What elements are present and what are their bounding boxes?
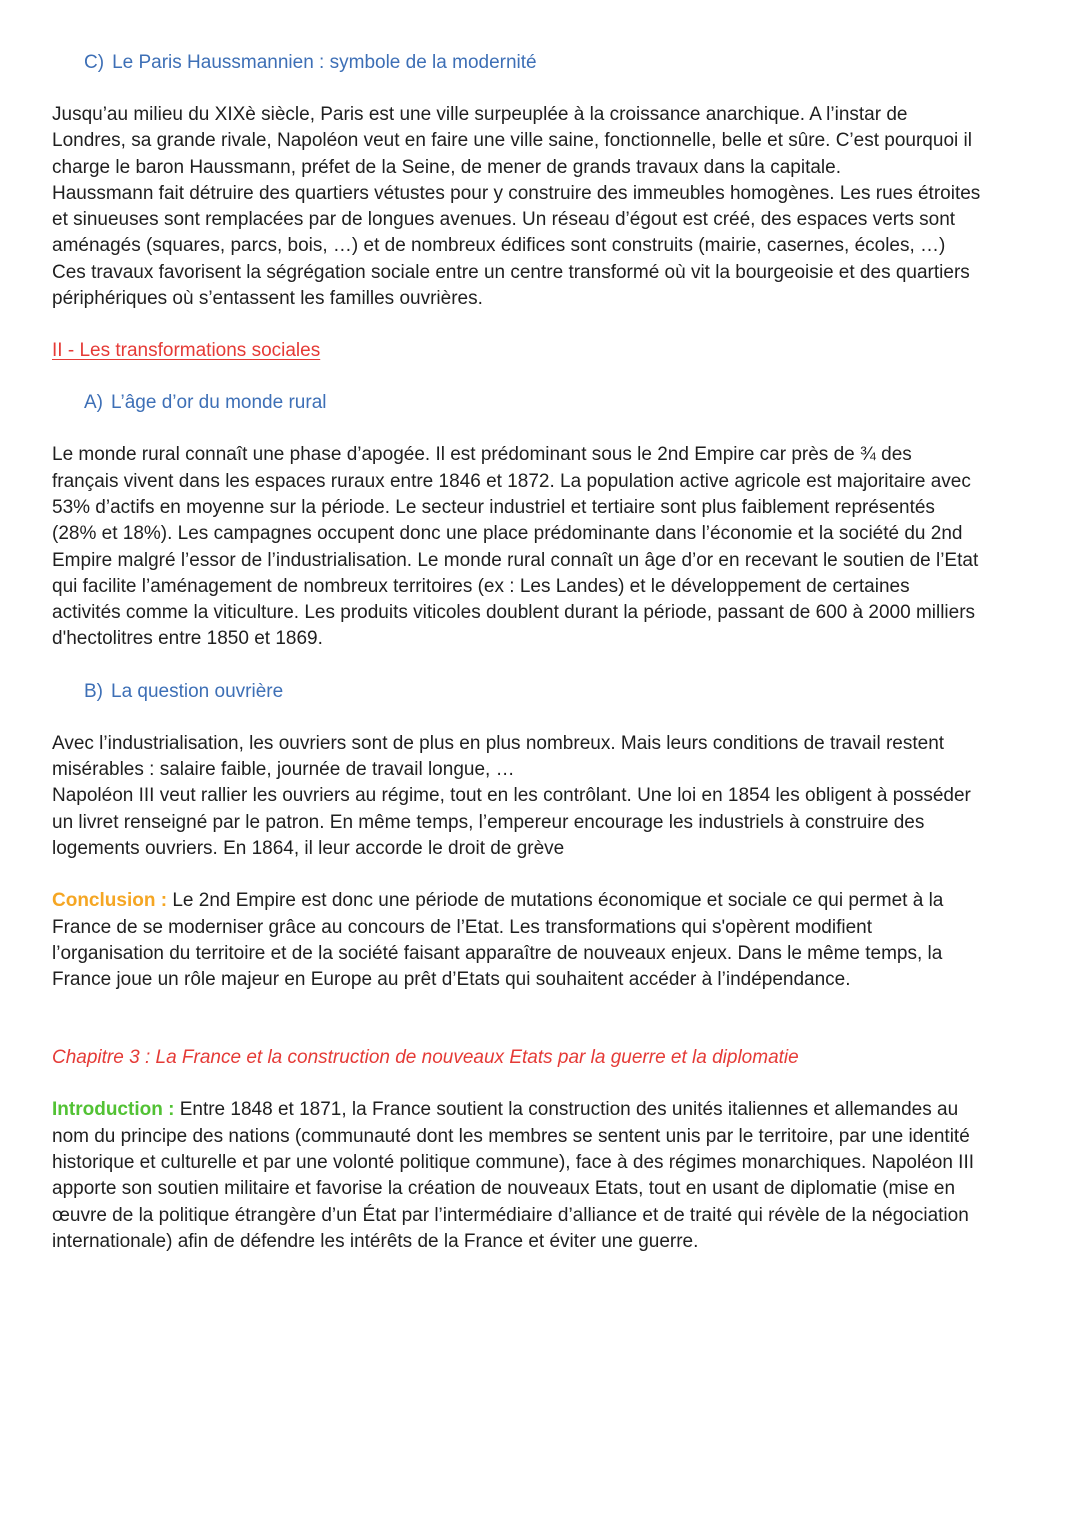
text-line: Haussmann fait détruire des quartiers vétustes pour y construire des immeubles homogènes. Les rues étroites: [52, 182, 981, 204]
text-line: logements ouvriers. En 1864, il leur accorde le droit de grève: [52, 837, 565, 859]
text-line: charge le baron Haussmann, préfet de la Seine, de mener de grands travaux dans la capitale.: [52, 156, 841, 178]
chapter-3-heading: Chapitre 3 : La France et la construction de nouveaux Etats par la guerre et la diplomatie: [52, 1047, 799, 1069]
paragraph-rural: [52, 442, 1028, 652]
text-line: internationale) afin de défendre les intérêts de la France et éviter une guerre.: [52, 1230, 699, 1252]
paragraph-ouvriere: [52, 731, 1028, 862]
text-line: historique et culturelle et par une volonté politique commune), face à des régimes monarchiques. Napoléon III: [52, 1152, 975, 1174]
text-line: [52, 888, 1028, 914]
text-line: d'hectolitres entre 1850 et 1869.: [52, 628, 323, 650]
paragraph-conclusion: [52, 888, 1028, 993]
section-c-marker: C): [84, 52, 105, 73]
text-line: France de se moderniser grâce au concours de l’Etat. Les transformations qui s'opèrent modifient: [52, 916, 872, 938]
section-a-heading: [52, 390, 1028, 416]
conclusion-first-line: Le 2nd Empire est donc une période de mutations économique et sociale ce qui permet à la: [167, 890, 944, 912]
text-line: œuvre de la politique étrangère d’un État par l’intermédiaire d’alliance et de traité qui révèle de la négociation: [52, 1204, 969, 1226]
text-line: français vivent dans les espaces ruraux entre 1846 et 1872. La population active agricole est majoritaire avec: [52, 470, 971, 492]
text-line: aménagés (squares, parcs, bois, …) et de nombreux édifices sont construits (mairie, casernes, écoles, …): [52, 235, 946, 257]
section-a-title: L’âge d’or du monde rural: [111, 392, 327, 414]
text-line: Napoléon III veut rallier les ouvriers au régime, tout en les contrôlant. Une loi en 1854 les obligent à posséder: [52, 785, 971, 807]
text-line: Avec l’industrialisation, les ouvriers sont de plus en plus nombreux. Mais leurs conditions de travail restent: [52, 732, 945, 754]
text-line: misérables : salaire faible, journée de travail longue, …: [52, 759, 515, 781]
text-line: [52, 1097, 1028, 1123]
text-line: activités comme la viticulture. Les produits viticoles doublent durant la période, passant de 600 à 2000 milliers: [52, 602, 976, 624]
conclusion-label: Conclusion :: [52, 890, 168, 912]
section-b-heading: [52, 679, 1028, 705]
text-line: nom du principe des nations (communauté dont les membres se sentent unis par le territoire, par une identité: [52, 1125, 970, 1147]
section-c-title: Le Paris Haussmannien : symbole de la modernité: [112, 52, 537, 73]
text-line: périphériques où s’entassent les familles ouvrières.: [52, 288, 483, 310]
text-line: Ces travaux favorisent la ségrégation sociale entre un centre transformé où vit la bourgeoisie et des quartiers: [52, 261, 970, 283]
text-line: France joue un rôle majeur en Europe au prêt d’Etats qui souhaitent accéder à l’indépendance.: [52, 969, 851, 991]
text-line: un livret renseigné par le patron. En même temps, l’empereur encourage les industriels à construire des: [52, 811, 925, 833]
text-line: apporte son soutien militaire et favorise la création de nouveaux Etats, tout en usant de diplomatie (mise en: [52, 1178, 956, 1200]
text-line: (28% et 18%). Les campagnes occupent donc une place prédominante dans l’économie et la société du 2nd: [52, 523, 963, 545]
section-b-title: La question ouvrière: [111, 680, 284, 702]
text-line: l’organisation du territoire et de la société faisant apparaître de nouveaux enjeux. Dans le même temps, la: [52, 942, 943, 964]
section-b-marker: B): [84, 680, 103, 702]
introduction-label: Introduction :: [52, 1099, 175, 1121]
section-ii-heading: II - Les transformations sociales: [52, 340, 321, 362]
text-line: Le monde rural connaît une phase d’apogée. Il est prédominant sous le 2nd Empire car près de ¾ des: [52, 444, 912, 466]
paragraph-introduction: [52, 1097, 1028, 1255]
text-line: Jusqu’au milieu du XIXè siècle, Paris est une ville surpeuplée à la croissance anarchique. A l’instar de: [52, 104, 908, 125]
section-a-marker: A): [84, 392, 103, 414]
text-line: Empire malgré l’essor de l’industrialisation. Le monde rural connaît un âge d’or en recevant le soutien de l’Etat: [52, 549, 979, 571]
text-line: et sinueuses sont remplacées par de longues avenues. Un réseau d’égout est créé, des espaces verts sont: [52, 209, 956, 231]
paragraph-haussmann: [52, 102, 1028, 312]
introduction-first-line: Entre 1848 et 1871, la France soutient la construction des unités italiennes et allemandes au: [174, 1099, 959, 1121]
section-c-heading: [52, 50, 1028, 76]
text-line: qui facilite l’aménagement de nombreux territoires (ex : Les Landes) et le développement de certaines: [52, 575, 910, 597]
text-line: 53% d’actifs en moyenne sur la période. Le secteur industriel et tertiaire sont plus faiblement représentés: [52, 496, 935, 518]
text-line: Londres, sa grande rivale, Napoléon veut en faire une ville saine, fonctionnelle, belle et sûre. C’est pourquoi il: [52, 130, 972, 152]
